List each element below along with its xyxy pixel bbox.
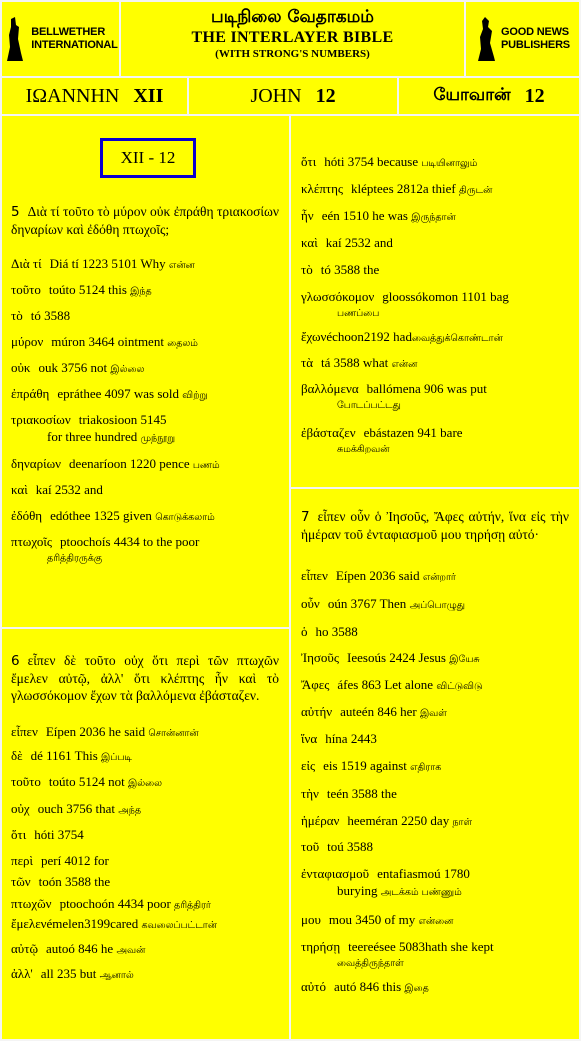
book-tamil-chapter: 12 [524, 84, 545, 107]
word-row: γλωσσόκομον gloossókomon 1101 bag பணப்பை [301, 289, 509, 319]
title-english: THE INTERLAYER BIBLE [191, 29, 394, 46]
verse5-words [11, 255, 279, 567]
word-row: Ἰησοῦς Ieesoús 2424 Jesus இயேசு [301, 650, 480, 665]
word-row: μου mou 3450 of my என்னை [301, 912, 454, 927]
chapter-label: XII - 12 [100, 138, 196, 178]
bellwether-icon [3, 17, 27, 61]
verse7-number: 7 [301, 509, 310, 525]
word-row: δηναρίων deenaríoon 1220 pence பணம் [11, 456, 220, 471]
word-row: τὴν teén 3588 the [301, 786, 397, 801]
word-row: ἦν eén 1510 he was இருந்தான் [301, 208, 456, 223]
book-greek-name: ΙΩΑΝΝΗΝ [25, 84, 120, 107]
word-row: Ἄφες áfes 863 Let alone விட்டுவிடு [301, 677, 483, 692]
bellwether-text: BELLWETHER INTERNATIONAL [31, 26, 118, 51]
word-row: περὶ perí 4012 for [11, 853, 109, 868]
good-news-icon [475, 17, 497, 61]
word-row: οὐχ ouch 3756 that அந்த [11, 801, 142, 816]
title-tamil: படிநிலை வேதாகமம் [211, 7, 374, 27]
verse6-content [11, 652, 279, 989]
book-tamil-name: யோவான் [433, 85, 511, 105]
word-row: κλέπτης kléptees 2812a thief திருடன் [301, 181, 493, 196]
word-row: τοῦτο toúto 5124 not இல்லை [11, 774, 162, 789]
word-row: πτωχῶν ptoochoón 4434 poor தரித்திரர் [11, 896, 211, 911]
verse7-content [301, 508, 569, 1004]
good-news-logo [464, 0, 581, 78]
word-row: βαλλόμενα ballómena 906 was put போடப்பட்டது [301, 381, 487, 411]
word-row: ἐβάσταζεν ebástazen 941 bare சுமக்கிறவன் [301, 425, 463, 455]
word-row: εἰς eis 1519 against எதிராக [301, 758, 442, 773]
book-greek-chapter: XII [133, 84, 164, 107]
bellwether-logo [0, 0, 121, 78]
book-english-chapter: 12 [315, 84, 336, 107]
word-row: ἔμελενémelen3199cared கவலைப்பட்டான் [11, 916, 217, 931]
word-row: δὲ dé 1161 This இப்படி [11, 748, 132, 763]
word-row: τῶν toón 3588 the [11, 874, 111, 889]
word-row: τηρήσῃ teereésee 5083hath she kept வைத்திருந்தாள் [301, 939, 494, 969]
verse6-number: 6 [11, 653, 20, 669]
word-row: ἐδόθη edóthee 1325 given கொடுக்கலாம் [11, 508, 215, 523]
word-row: μύρον múron 3464 ointment தைலம் [11, 334, 198, 349]
word-row: ἡμέραν heeméran 2250 day நாள் [301, 813, 473, 828]
word-row: τοῦτο toúto 5124 this இந்த [11, 282, 152, 297]
word-row: πτωχοῖς ptoochoís 4434 to the poor தரித்திரருக்கு [11, 534, 200, 564]
word-row: ὅτι hóti 3754 [11, 827, 84, 842]
book-english-name: JOHN [250, 84, 302, 107]
word-row: καὶ kaí 2532 and [11, 482, 103, 497]
verse5-content [11, 203, 279, 567]
word-row: ἐπράθη epráthee 4097 was sold விற்று [11, 386, 208, 401]
verse6-cont-content [301, 153, 569, 464]
verse5-text: 5 Διὰ τί τοῦτο τὸ μύρον οὐκ ἐπράθη τριακοσίων δηναρίων καὶ ἐδόθη πτωχοῖς; [11, 204, 279, 237]
word-row: Διὰ τί Diá tí 1223 5101 Why என்ன [11, 256, 195, 271]
verse7-text: 7 εἶπεν οὖν ὁ Ἰησοῦς, Ἄφες αὐτήν, ἵνα εἰς τὴν ἡμέραν τοῦ ἐνταφιασμοῦ μου τηρήσῃ αὐτό· [301, 509, 569, 542]
good-news-text: GOOD NEWS PUBLISHERS [501, 26, 570, 51]
subtitle: (WITH STRONG'S NUMBERS) [215, 48, 370, 60]
word-row: οὖν oún 3767 Then அப்பொழுது [301, 596, 466, 611]
book-greek [0, 76, 189, 116]
word-row: τὸ tó 3588 [11, 308, 71, 323]
word-row: ἀλλ' all 235 but ஆனால் [11, 966, 134, 981]
word-row: τριακοσίων triakosioon 5145 for three hundred முந்நூறு [11, 412, 176, 444]
word-row: τὰ tá 3588 what என்ன [301, 355, 418, 370]
word-row: ἵνα hína 2443 [301, 731, 377, 746]
word-row: ἔχωνéchoon2192 hadவைத்துக்கொண்டான் [301, 329, 503, 344]
word-row: αὐτήν auteén 846 her இவள் [301, 704, 447, 719]
verse7-words [301, 567, 569, 1004]
word-row: αὐτό autó 846 this இதை [301, 979, 429, 994]
verse6-text: 6 εἶπεν δὲ τοῦτο οὐχ ὅτι περὶ τῶν πτωχῶν ἔμελεν αὐτῷ, ἀλλ' ὅτι κλέπτης ἦν καὶ τὸ γλωσσόκομον ἔχων τὰ βαλλόμενα ἐβάσταζεν. [11, 653, 279, 703]
book-tamil [397, 76, 581, 116]
word-row: τοῦ toú 3588 [301, 839, 374, 854]
title-block [119, 0, 466, 78]
word-row: εἶπεν Eípen 2036 he said சொன்னான் [11, 724, 199, 739]
word-row: ὅτι hóti 3754 because படியினாலும் [301, 154, 478, 169]
word-row: τὸ tó 3588 the [301, 262, 380, 277]
word-row: αὐτῷ autoó 846 he அவன் [11, 941, 146, 956]
word-row: ἐνταφιασμοῦ entafiasmoú 1780 burying அடக்கம் பண்ணும் [301, 866, 470, 898]
word-row: ὁ ho 3588 [301, 624, 358, 639]
word-row: εἶπεν Eípen 2036 said என்றார் [301, 568, 456, 583]
verse6-words [11, 723, 279, 989]
word-row: οὐκ ouk 3756 not இல்லை [11, 360, 145, 375]
word-row: καὶ kaí 2532 and [301, 235, 393, 250]
book-english [187, 76, 399, 116]
verse5-number: 5 [11, 204, 20, 220]
